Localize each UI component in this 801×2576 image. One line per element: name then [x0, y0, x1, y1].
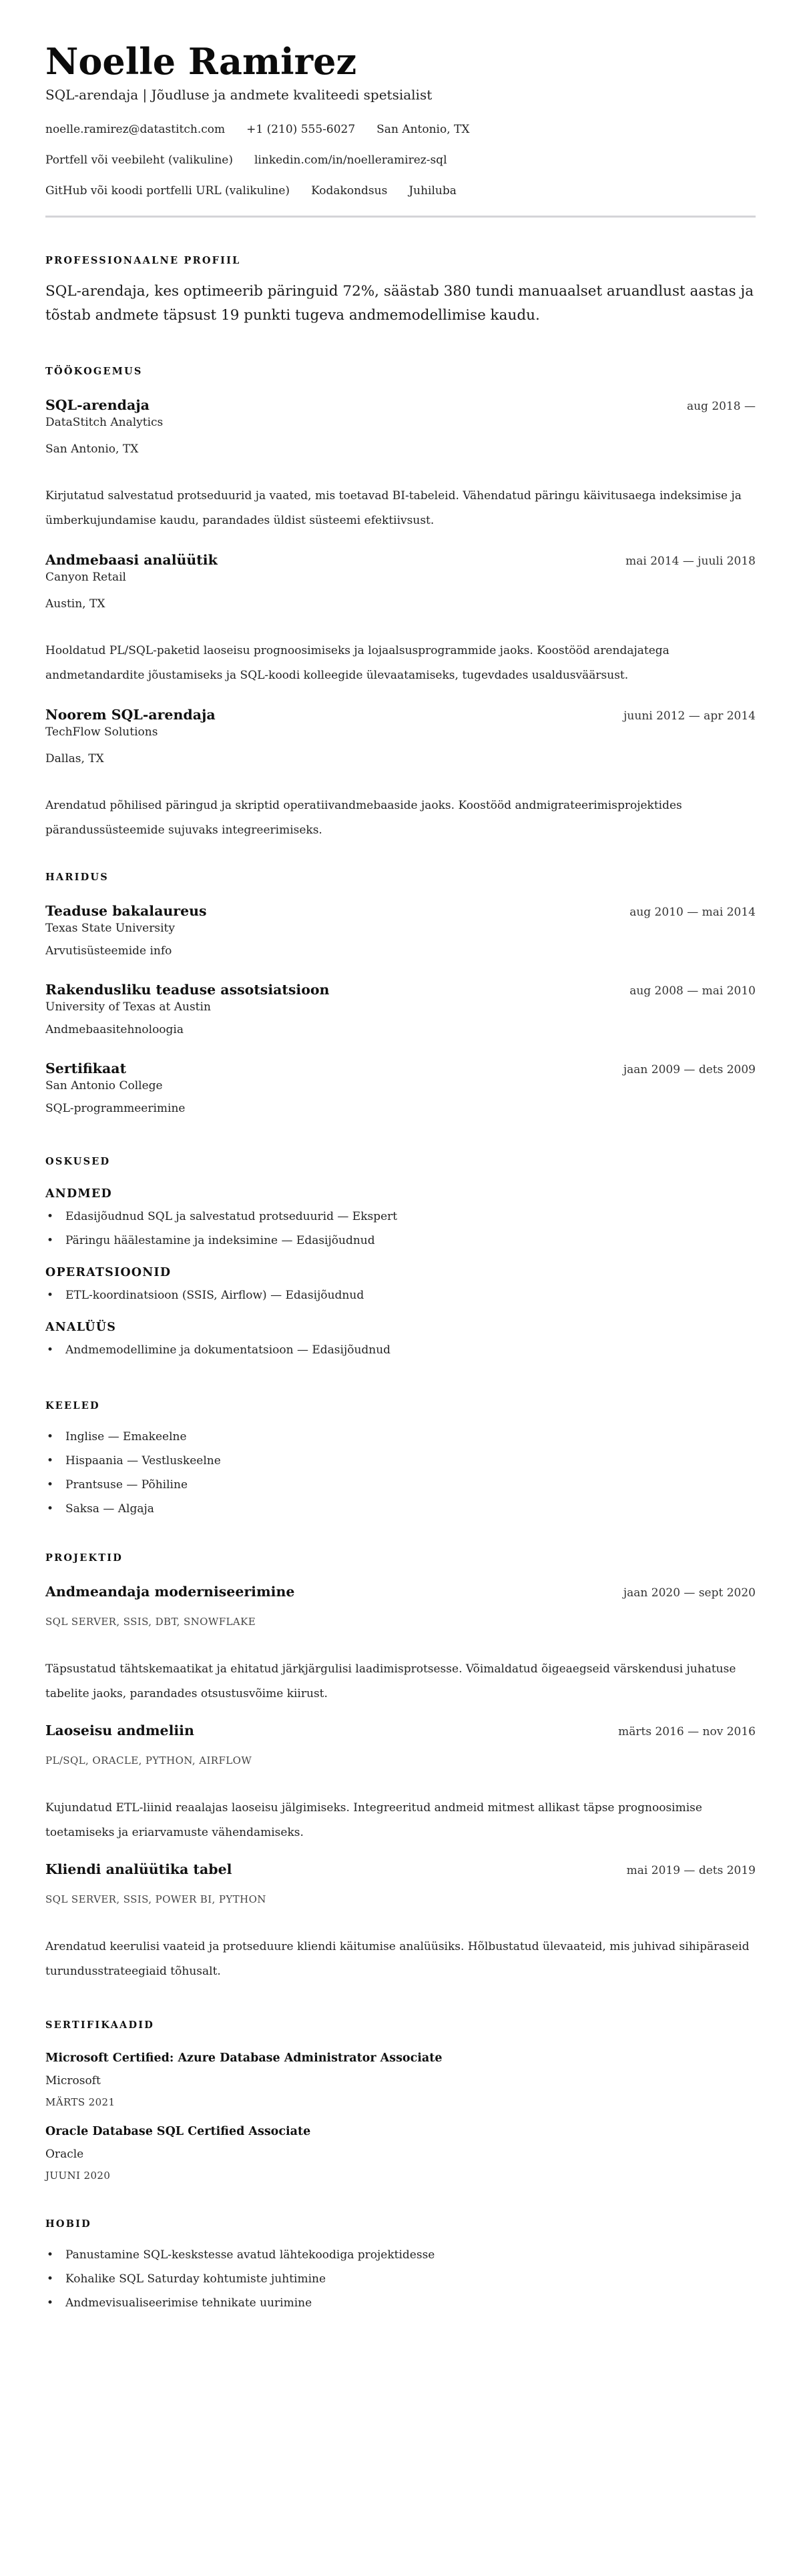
education-entry	[45, 980, 756, 1038]
language-item: • Inglise — Emakeelne	[45, 1425, 756, 1449]
section-title: HOBID	[45, 2218, 91, 2230]
profile-summary: SQL-arendaja, kes optimeerib päringuid 72%, säästab 380 tundi manuaalset aruandlust aastas ja tõstab andmete täpsust 19 punkti tugeva andmemodellimise kaudu.	[45, 283, 754, 324]
certification-date: JUUNI 2020	[45, 2170, 111, 2182]
contact-linkedin[interactable]: linkedin.com/in/noelleramirez-sql	[254, 153, 447, 167]
school-name: University of Texas at Austin	[45, 1000, 211, 1014]
job-location: Dallas, TX	[45, 752, 104, 765]
language-item: • Hispaania — Vestluskeelne	[45, 1449, 756, 1473]
skill-group-title: OPERATSIOONID	[45, 1266, 172, 1279]
section-title: HARIDUS	[45, 872, 109, 883]
project-description: Arendatud keerulisi vaateid ja protseduure kliendi käitumise analüüsiks. Hõlbustatud ülevaateid, mis juhivad sihipäraseid turundusstrateegiaid tõhusalt.	[45, 1940, 750, 1978]
certification-date: MÄRTS 2021	[45, 2096, 115, 2108]
education-dates: jaan 2009 — dets 2009	[623, 1063, 756, 1076]
company-name: Canyon Retail	[45, 571, 126, 584]
education-entry	[45, 902, 756, 959]
section-hobbies	[45, 2218, 756, 2315]
job-location: San Antonio, TX	[45, 442, 139, 456]
project-name: Andmeandaja moderniseerimine	[45, 1584, 295, 1600]
skill-group-title: ANALÜÜS	[45, 1321, 117, 1334]
contact-github[interactable]: GitHub või koodi portfelli URL (valikuline)	[45, 184, 290, 198]
section-title: PROFESSIONAALNE PROFIIL	[45, 255, 241, 266]
field-of-study: Arvutisüsteemide info	[45, 944, 172, 958]
project-name: Laoseisu andmeliin	[45, 1722, 194, 1738]
job-dates: aug 2018 —	[686, 400, 756, 413]
company-name: TechFlow Solutions	[45, 725, 158, 739]
contact-drivers-license: Juhiluba	[409, 184, 457, 198]
job-dates: juuni 2012 — apr 2014	[623, 709, 756, 723]
skill-item: • Päringu häälestamine ja indeksimine — Edasijõudnud	[45, 1229, 756, 1253]
field-of-study: SQL-programmeerimine	[45, 1102, 186, 1115]
degree-title: Teaduse bakalaureus	[45, 903, 207, 919]
hobby-item: • Kohalike SQL Saturday kohtumiste juhtimine	[45, 2267, 756, 2291]
section-experience	[45, 365, 756, 843]
contact-location: San Antonio, TX	[376, 123, 470, 136]
header-divider	[45, 216, 756, 218]
school-name: San Antonio College	[45, 1079, 163, 1092]
certification-name: Oracle Database SQL Certified Associate	[45, 2125, 311, 2138]
contact-info	[45, 121, 756, 214]
project-entry	[45, 1860, 756, 1984]
candidate-headline: SQL-arendaja | Jõudluse ja andmete kvaliteedi spetsialist	[45, 87, 433, 103]
skill-item: • Edasijõudnud SQL ja salvestatud protseduurid — Ekspert	[45, 1205, 756, 1229]
field-of-study: Andmebaasitehnoloogia	[45, 1023, 184, 1036]
project-description: Kujundatud ETL-liinid reaalajas laoseisu jälgimiseks. Integreeritud andmeid mitmest allikast täpse prognoosimise toetamiseks ja eriarvamuste vähendamiseks.	[45, 1801, 702, 1839]
job-location: Austin, TX	[45, 597, 105, 611]
section-skills	[45, 1155, 756, 1362]
job-description: Arendatud põhilised päringud ja skriptid operatiivandmebaaside jaoks. Koostööd andmigrateerimisprojektides pärandussüsteemide sujuvaks integreerimiseks.	[45, 799, 682, 837]
certification-entry	[45, 2123, 756, 2183]
contact-row	[45, 121, 756, 152]
degree-title: Sertifikaat	[45, 1060, 127, 1076]
project-tech-stack: SQL SERVER, SSIS, POWER BI, PYTHON	[45, 1893, 266, 1905]
certification-name: Microsoft Certified: Azure Database Administrator Associate	[45, 2051, 443, 2065]
section-title: PROJEKTID	[45, 1552, 123, 1564]
experience-entry	[45, 705, 756, 843]
project-description: Täpsustatud tähtskemaatikat ja ehitatud järkjärgulisi laadimisprotsesse. Võimaldatud õigeaegseid värskendusi juhatuse tabelite jaoks, parandades otsustusvõime kiirust.	[45, 1662, 736, 1700]
contact-portfolio[interactable]: Portfell või veebileht (valikuline)	[45, 153, 233, 167]
project-dates: jaan 2020 — sept 2020	[623, 1586, 756, 1600]
language-item: • Prantsuse — Põhiline	[45, 1473, 756, 1497]
section-title: KEELED	[45, 1400, 100, 1411]
skill-group	[45, 1319, 756, 1362]
company-name: DataStitch Analytics	[45, 416, 164, 429]
contact-row	[45, 152, 756, 183]
hobby-item: • Andmevisualiseerimise tehnikate uurimine	[45, 2291, 756, 2315]
job-description: Hooldatud PL/SQL-paketid laoseisu prognoosimiseks ja lojaalsusprogrammide jaoks. Koostööd arendajatega andmetandardite jõustamiseks ja SQL-koodi kolleegide ülevaatamiseks, tugevdades usaldusväärsust.	[45, 644, 670, 682]
certification-entry	[45, 2049, 756, 2110]
contact-phone[interactable]: +1 (210) 555-6027	[246, 123, 356, 136]
experience-entry	[45, 396, 756, 533]
certification-issuer: Oracle	[45, 2148, 84, 2161]
project-dates: märts 2016 — nov 2016	[618, 1725, 756, 1738]
project-tech-stack: PL/SQL, ORACLE, PYTHON, AIRFLOW	[45, 1754, 252, 1766]
project-dates: mai 2019 — dets 2019	[626, 1864, 756, 1877]
education-entry	[45, 1059, 756, 1116]
section-title: TÖÖKOGEMUS	[45, 366, 143, 377]
project-entry	[45, 1721, 756, 1845]
project-name: Kliendi analüütika tabel	[45, 1861, 232, 1877]
certification-issuer: Microsoft	[45, 2074, 101, 2087]
job-title: SQL-arendaja	[45, 397, 150, 413]
skill-item: • ETL-koordinatsioon (SSIS, Airflow) — Edasijõudnud	[45, 1283, 756, 1307]
section-title: SERTIFIKAADID	[45, 2019, 155, 2031]
hobby-item: • Panustamine SQL-keskstesse avatud lähtekoodiga projektidesse	[45, 2243, 756, 2267]
experience-entry	[45, 551, 756, 688]
resume-header	[45, 40, 756, 218]
contact-citizenship: Kodakondsus	[311, 184, 388, 198]
school-name: Texas State University	[45, 922, 175, 935]
education-dates: aug 2008 — mai 2010	[629, 984, 756, 998]
job-dates: mai 2014 — juuli 2018	[625, 555, 756, 568]
skill-group-title: ANDMED	[45, 1187, 112, 1201]
skill-group	[45, 1186, 756, 1253]
job-title: Andmebaasi analüütik	[45, 552, 218, 568]
contact-row	[45, 183, 756, 214]
degree-title: Rakendusliku teaduse assotsiatsioon	[45, 982, 330, 998]
contact-email[interactable]: noelle.ramirez@datastitch.com	[45, 123, 226, 136]
education-dates: aug 2010 — mai 2014	[629, 906, 756, 919]
candidate-name: Noelle Ramirez	[45, 40, 357, 83]
job-title: Noorem SQL-arendaja	[45, 707, 216, 723]
skill-group	[45, 1265, 756, 1307]
job-description: Kirjutatud salvestatud protseduurid ja vaated, mis toetavad BI-tabeleid. Vähendatud päringu käivitusaega indeksimise ja ümberkujundamise kaudu, parandades üldist süsteemi efektiivsust.	[45, 489, 742, 527]
section-projects	[45, 1552, 756, 1984]
section-certifications	[45, 2019, 756, 2183]
section-education	[45, 871, 756, 1116]
section-profile	[45, 254, 756, 328]
project-tech-stack: SQL SERVER, SSIS, DBT, SNOWFLAKE	[45, 1616, 256, 1628]
section-languages	[45, 1399, 756, 1521]
language-item: • Saksa — Algaja	[45, 1497, 756, 1521]
section-title: OSKUSED	[45, 1156, 111, 1167]
skill-item: • Andmemodellimine ja dokumentatsioon — Edasijõudnud	[45, 1338, 756, 1362]
project-entry	[45, 1582, 756, 1706]
